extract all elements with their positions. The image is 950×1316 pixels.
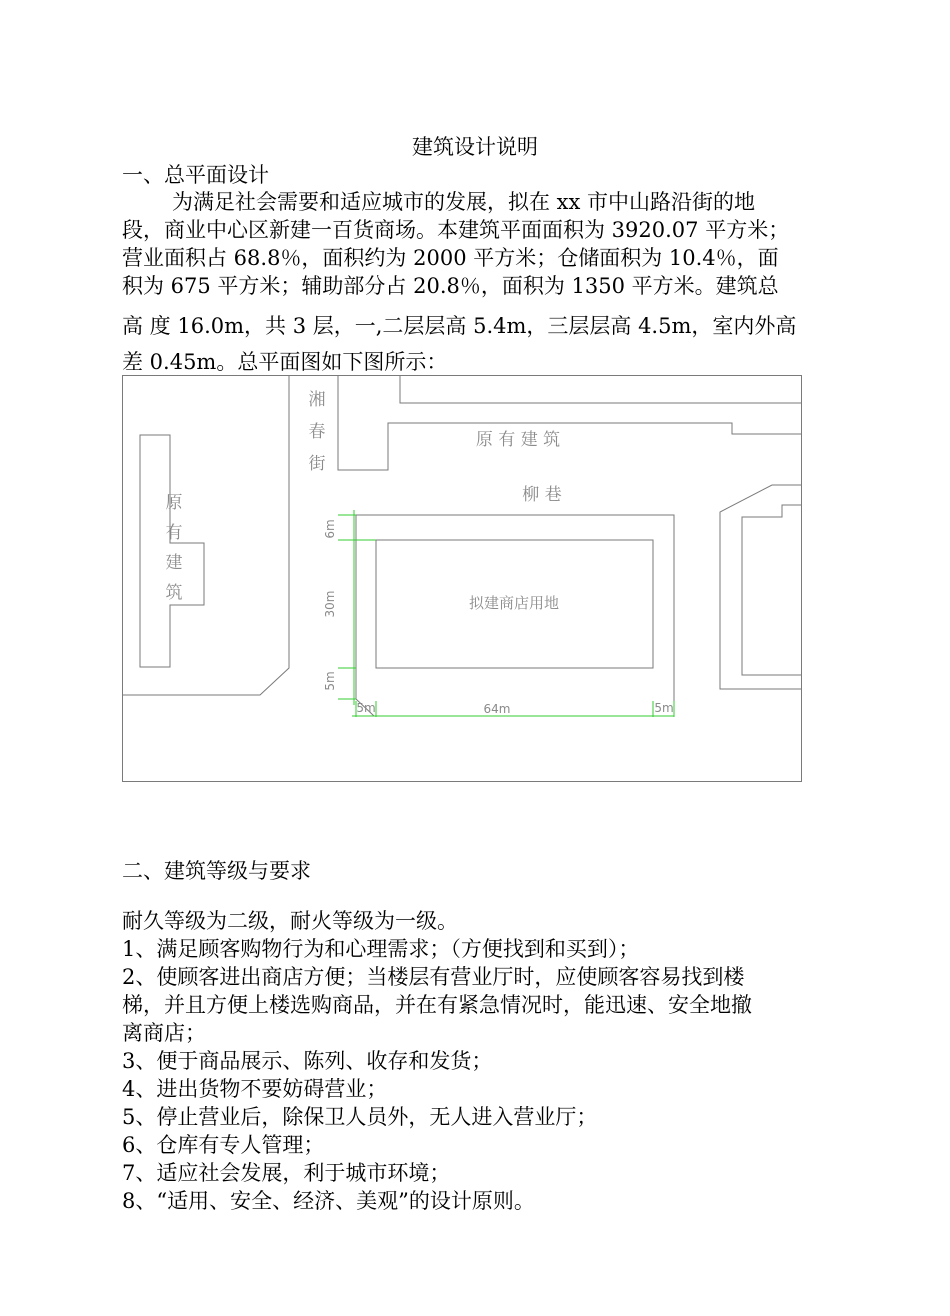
street-label-char: 街	[308, 454, 326, 474]
list-item: 3、便于商品展示、陈列、收存和发货；	[122, 1049, 493, 1073]
intro-line: 差 0.45m。总平面图如下图所示：	[122, 350, 448, 374]
intro-line: 段，商业中心区新建一百货商场。本建筑平面面积为 3920.07 平方米；	[122, 218, 790, 242]
list-item: 1、满足顾客购物行为和心理需求；（方便找到和买到）；	[122, 937, 640, 961]
section2-heading: 二、建筑等级与要求	[122, 859, 311, 883]
section1-heading: 一、总平面设计	[122, 163, 269, 187]
list-item: 5、停止营业后，除保卫人员外，无人进入营业厅；	[122, 1105, 598, 1129]
dim-label-5m-left: 5m	[356, 701, 376, 715]
dim-label-5m-right: 5m	[654, 701, 674, 715]
existing-building-right-inner	[742, 493, 802, 675]
street-label-char: 湘	[308, 390, 326, 410]
list-item: 4、进出货物不要妨碍营业；	[122, 1077, 388, 1101]
existing-building-top-label: 原 有 建 筑	[475, 430, 561, 450]
dim-label-30m: 30m	[323, 590, 337, 618]
existing-building-top-inner	[400, 375, 802, 403]
intro-line: 营业面积占 68.8％，面积约为 2000 平方米；仓储面积为 10.4％，面	[122, 246, 779, 270]
plan-frame	[123, 376, 802, 782]
existing-building-left-char: 原	[165, 493, 183, 513]
dim-label-5m-vertical: 5m	[323, 671, 337, 691]
existing-building-top	[338, 375, 802, 470]
site-plan-lines	[122, 375, 802, 782]
section1-intro	[122, 188, 857, 376]
site-plan-drawing	[122, 375, 802, 782]
dim-label-64m: 64m	[483, 702, 511, 716]
street-label-char: 春	[308, 422, 326, 442]
alley-label: 柳 巷	[522, 485, 562, 505]
existing-building-left-char: 建	[165, 553, 183, 573]
list-item: 耐久等级为二级，耐火等级为一级。	[122, 909, 458, 933]
intro-line: 为满足社会需要和适应城市的发展，拟在 xx 市中山路沿街的地	[172, 190, 756, 214]
dimension-lines	[338, 510, 674, 717]
existing-building-left	[140, 435, 204, 667]
list-item-continuation: 梯，并且方便上楼选购商品，并在有紧急情况时，能迅速、安全地撤	[122, 993, 752, 1017]
list-item: 8、“适用、安全、经济、美观”的设计原则。	[122, 1189, 535, 1213]
intro-line: 高 度 16.0m，共 3 层，一,二层层高 5.4m，三层层高 4.5m，室内外高	[122, 314, 797, 338]
road-edge-left	[122, 375, 289, 695]
list-item: 6、仓库有专人管理；	[122, 1133, 325, 1157]
intro-line: 积为 675 平方米；辅助部分占 20.8％，面积为 1350 平方米。建筑总	[122, 274, 779, 298]
list-item-continuation: 离商店；	[122, 1021, 206, 1045]
dim-label-6m: 6m	[323, 519, 337, 539]
list-item: 7、适应社会发展，利于城市环境；	[122, 1161, 451, 1185]
existing-building-right	[720, 485, 802, 689]
document-title: 建筑设计说明	[412, 135, 538, 159]
existing-building-left-char: 筑	[165, 583, 183, 603]
existing-building-left-char: 有	[165, 523, 183, 543]
list-item: 2、使顾客进出商店方便；当楼层有营业厅时，应使顾客容易找到楼	[122, 965, 745, 989]
requirements-list	[122, 907, 857, 1215]
proposed-site-label: 拟建商店用地	[468, 594, 560, 612]
site-outer-boundary	[356, 515, 674, 716]
